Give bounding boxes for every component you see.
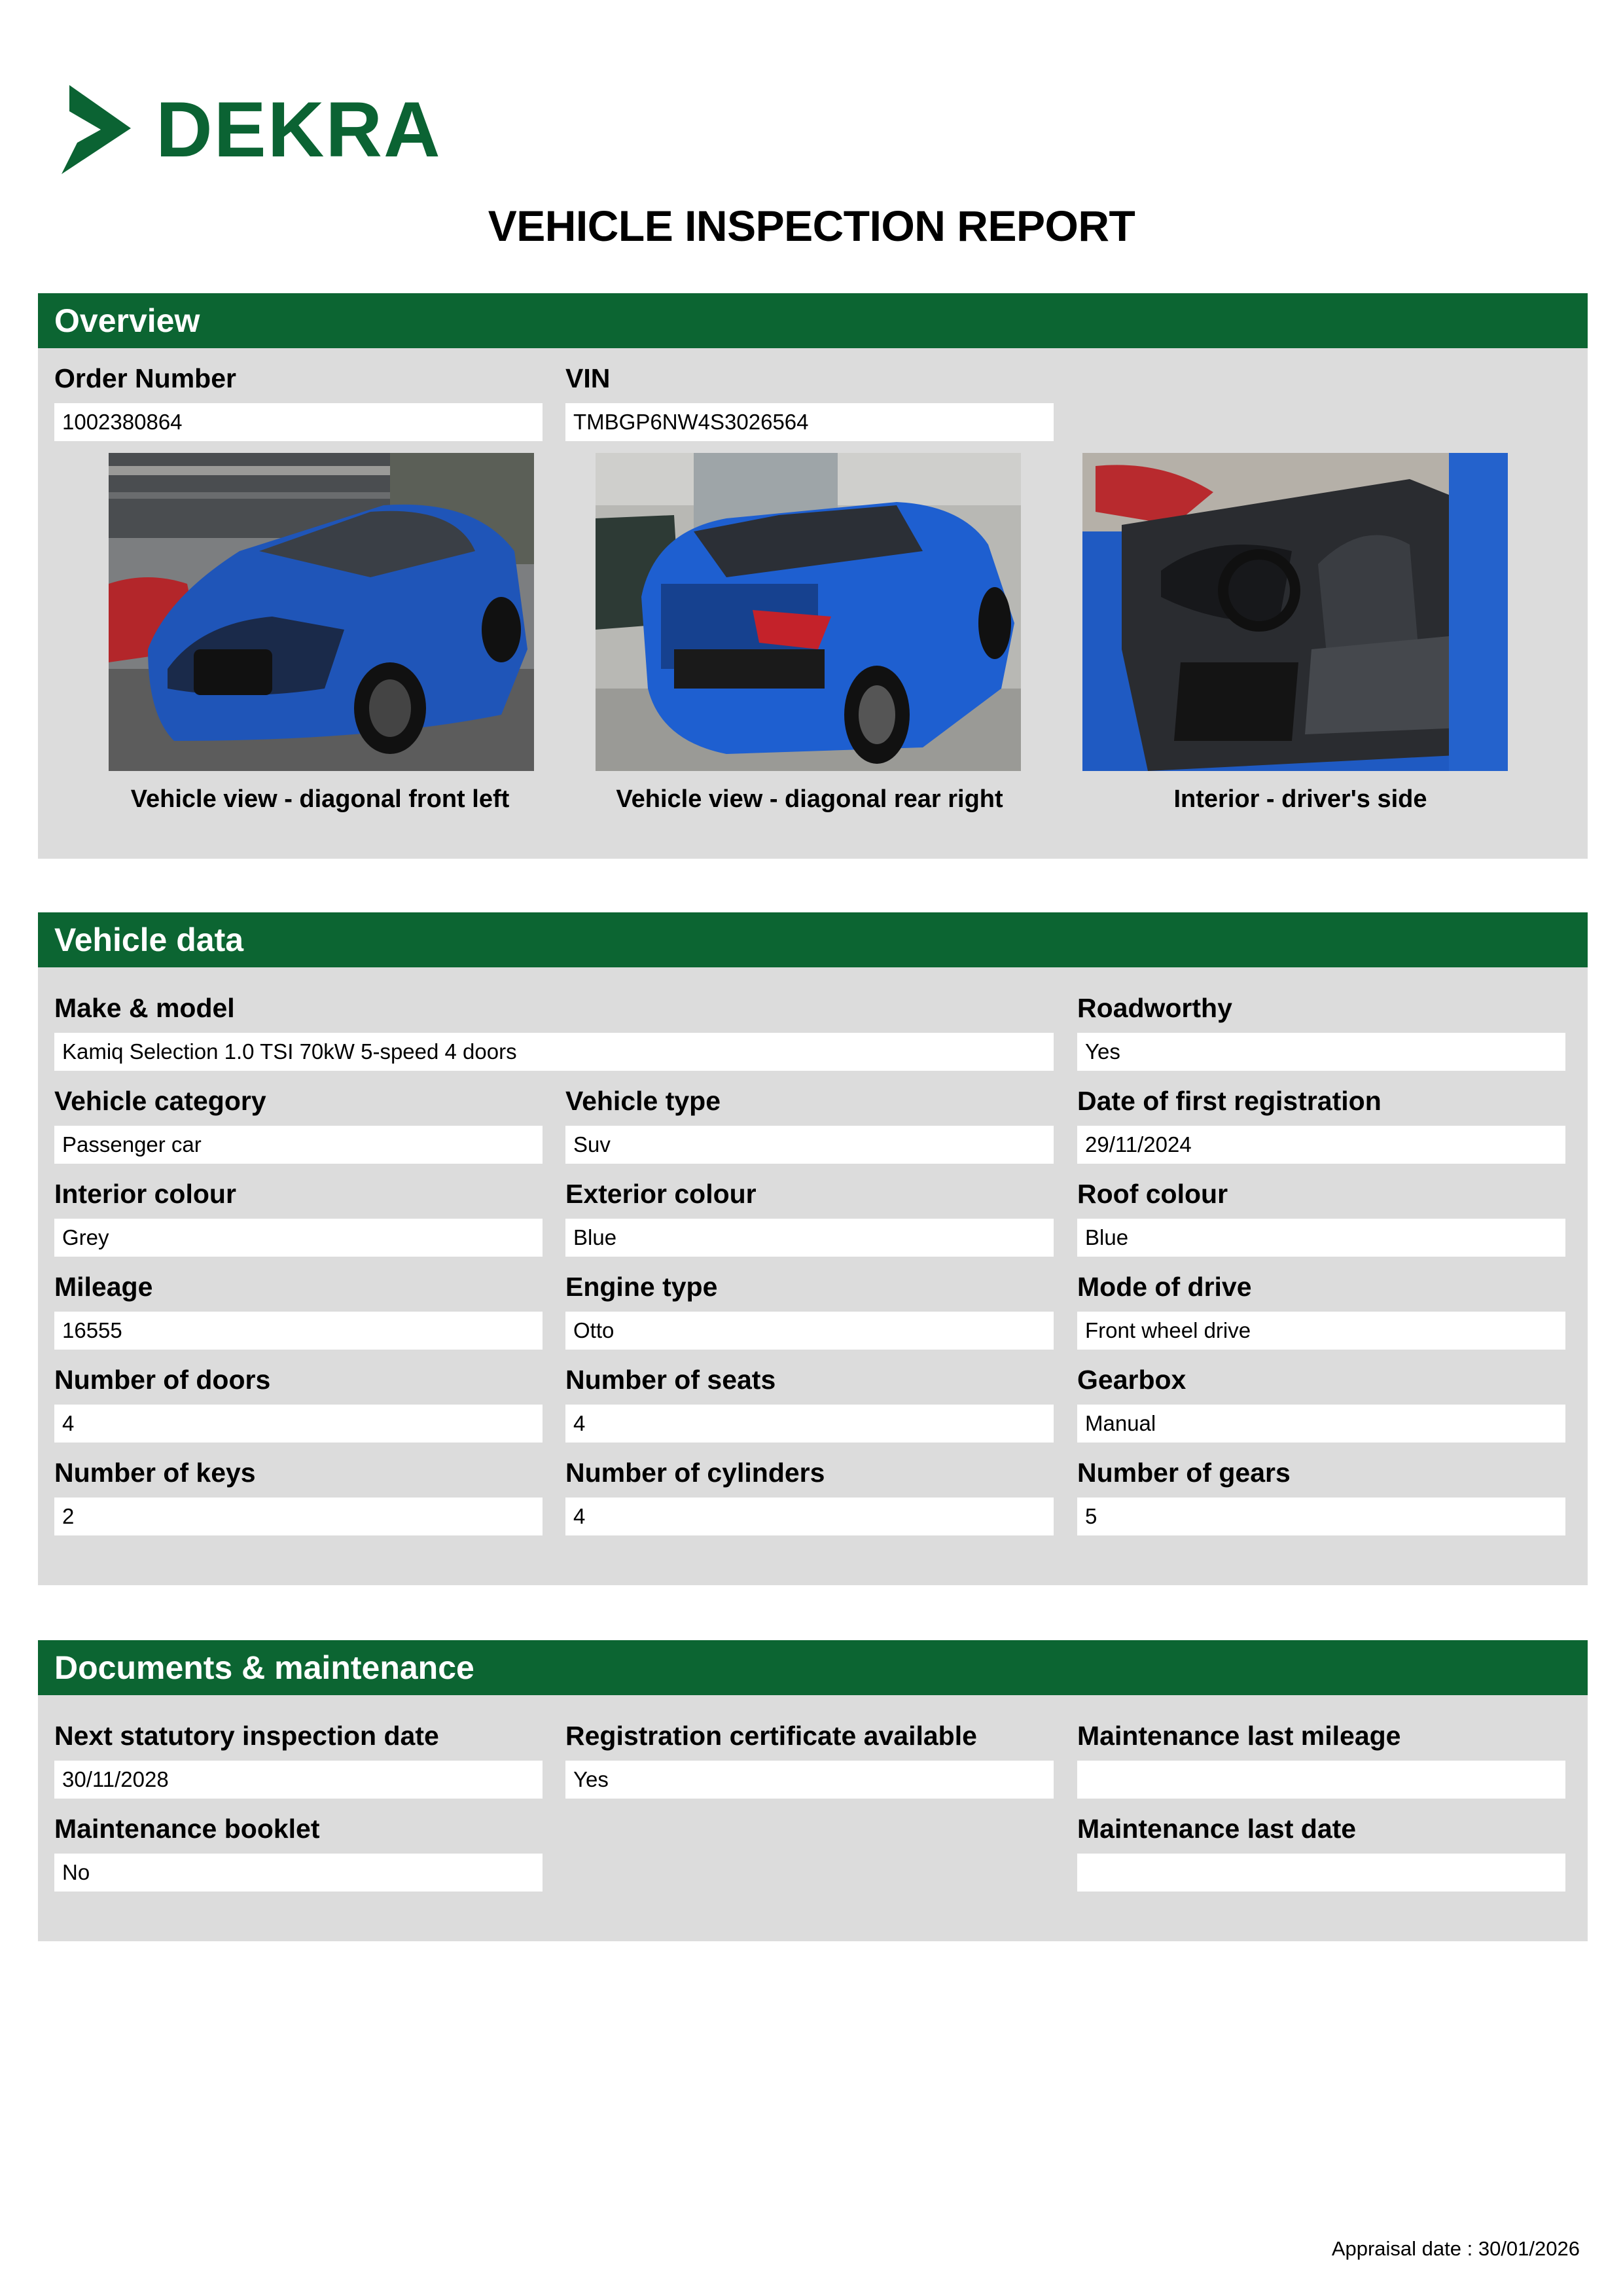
caption-front-left: Vehicle view - diagonal front left — [130, 785, 510, 813]
dekra-arrow-icon — [60, 84, 132, 175]
gearbox-label: Gearbox — [1077, 1365, 1186, 1395]
vin-field — [565, 365, 1054, 441]
car-front-left-image — [109, 453, 534, 771]
overview-header: Overview — [38, 293, 1588, 348]
gears-field — [1077, 1460, 1565, 1535]
doors-label: Number of doors — [54, 1365, 271, 1395]
maintenance-last-mileage-field — [1077, 1723, 1565, 1799]
keys-label: Number of keys — [54, 1458, 256, 1488]
photo-front-left[interactable] — [109, 453, 534, 771]
roadworthy-field — [1077, 995, 1565, 1071]
first-registration-label: Date of first registration — [1077, 1086, 1382, 1116]
vehicle-category-value: Passenger car — [54, 1126, 543, 1164]
mode-of-drive-value: Front wheel drive — [1077, 1312, 1565, 1350]
exterior-colour-field — [565, 1181, 1054, 1257]
appraisal-date: Appraisal date : 30/01/2026 — [1331, 2237, 1580, 2260]
vehicle-category-field — [54, 1088, 543, 1164]
order-number-label: Order Number — [54, 363, 236, 393]
overview-section — [38, 293, 1588, 859]
seats-field — [565, 1367, 1054, 1443]
vehicle-type-field — [565, 1088, 1054, 1164]
make-model-label: Make & model — [54, 993, 235, 1023]
make-model-value: Kamiq Selection 1.0 TSI 70kW 5-speed 4 doors — [54, 1033, 1054, 1071]
order-number-field — [54, 365, 543, 441]
interior-colour-field — [54, 1181, 543, 1257]
vehicle-data-section — [38, 912, 1588, 1585]
maintenance-last-date-label: Maintenance last date — [1077, 1814, 1357, 1844]
mileage-value: 16555 — [54, 1312, 543, 1350]
mileage-label: Mileage — [54, 1272, 153, 1302]
vin-label: VIN — [565, 363, 611, 393]
documents-header: Documents & maintenance — [38, 1640, 1588, 1695]
interior-colour-label: Interior colour — [54, 1179, 236, 1209]
next-inspection-value: 30/11/2028 — [54, 1761, 543, 1799]
documents-section — [38, 1640, 1588, 1941]
dekra-logo — [60, 84, 442, 175]
car-rear-right-image — [596, 453, 1021, 771]
engine-type-field — [565, 1274, 1054, 1350]
cylinders-field — [565, 1460, 1054, 1535]
brand-name: DEKRA — [156, 86, 442, 173]
caption-rear-right: Vehicle view - diagonal rear right — [616, 785, 1003, 813]
gears-label: Number of gears — [1077, 1458, 1291, 1488]
registration-cert-label: Registration certificate available — [565, 1721, 977, 1751]
keys-value: 2 — [54, 1498, 543, 1535]
roadworthy-label: Roadworthy — [1077, 993, 1232, 1023]
keys-field — [54, 1460, 543, 1535]
cylinders-value: 4 — [565, 1498, 1054, 1535]
maintenance-booklet-field — [54, 1816, 543, 1892]
next-inspection-label: Next statutory inspection date — [54, 1721, 439, 1751]
interior-colour-value: Grey — [54, 1219, 543, 1257]
next-inspection-field — [54, 1723, 543, 1799]
seats-label: Number of seats — [565, 1365, 776, 1395]
car-interior-image — [1082, 453, 1508, 771]
gearbox-value: Manual — [1077, 1405, 1565, 1443]
photo-interior[interactable] — [1082, 453, 1508, 771]
registration-cert-field — [565, 1723, 1054, 1799]
photo-rear-right[interactable] — [596, 453, 1021, 771]
mode-of-drive-field — [1077, 1274, 1565, 1350]
roof-colour-field — [1077, 1181, 1565, 1257]
maintenance-booklet-label: Maintenance booklet — [54, 1814, 320, 1844]
maintenance-last-mileage-value — [1077, 1761, 1565, 1799]
cylinders-label: Number of cylinders — [565, 1458, 825, 1488]
vehicle-data-header: Vehicle data — [38, 912, 1588, 967]
mileage-field — [54, 1274, 543, 1350]
make-model-field — [54, 995, 1054, 1071]
vin-value: TMBGP6NW4S3026564 — [565, 403, 1054, 441]
gearbox-field — [1077, 1367, 1565, 1443]
doors-value: 4 — [54, 1405, 543, 1443]
roadworthy-value: Yes — [1077, 1033, 1565, 1071]
roof-colour-label: Roof colour — [1077, 1179, 1228, 1209]
engine-type-value: Otto — [565, 1312, 1054, 1350]
vehicle-type-label: Vehicle type — [565, 1086, 721, 1116]
exterior-colour-label: Exterior colour — [565, 1179, 757, 1209]
maintenance-last-date-value — [1077, 1854, 1565, 1892]
exterior-colour-value: Blue — [565, 1219, 1054, 1257]
first-registration-value: 29/11/2024 — [1077, 1126, 1565, 1164]
roof-colour-value: Blue — [1077, 1219, 1565, 1257]
vehicle-category-label: Vehicle category — [54, 1086, 266, 1116]
seats-value: 4 — [565, 1405, 1054, 1443]
maintenance-last-date-field — [1077, 1816, 1565, 1892]
order-number-value: 1002380864 — [54, 403, 543, 441]
caption-interior: Interior - driver's side — [1173, 785, 1427, 813]
page-title: VEHICLE INSPECTION REPORT — [488, 202, 1135, 250]
gears-value: 5 — [1077, 1498, 1565, 1535]
maintenance-last-mileage-label: Maintenance last mileage — [1077, 1721, 1401, 1751]
mode-of-drive-label: Mode of drive — [1077, 1272, 1252, 1302]
maintenance-booklet-value: No — [54, 1854, 543, 1892]
registration-cert-value: Yes — [565, 1761, 1054, 1799]
engine-type-label: Engine type — [565, 1272, 718, 1302]
doors-field — [54, 1367, 543, 1443]
vehicle-type-value: Suv — [565, 1126, 1054, 1164]
first-registration-field — [1077, 1088, 1565, 1164]
